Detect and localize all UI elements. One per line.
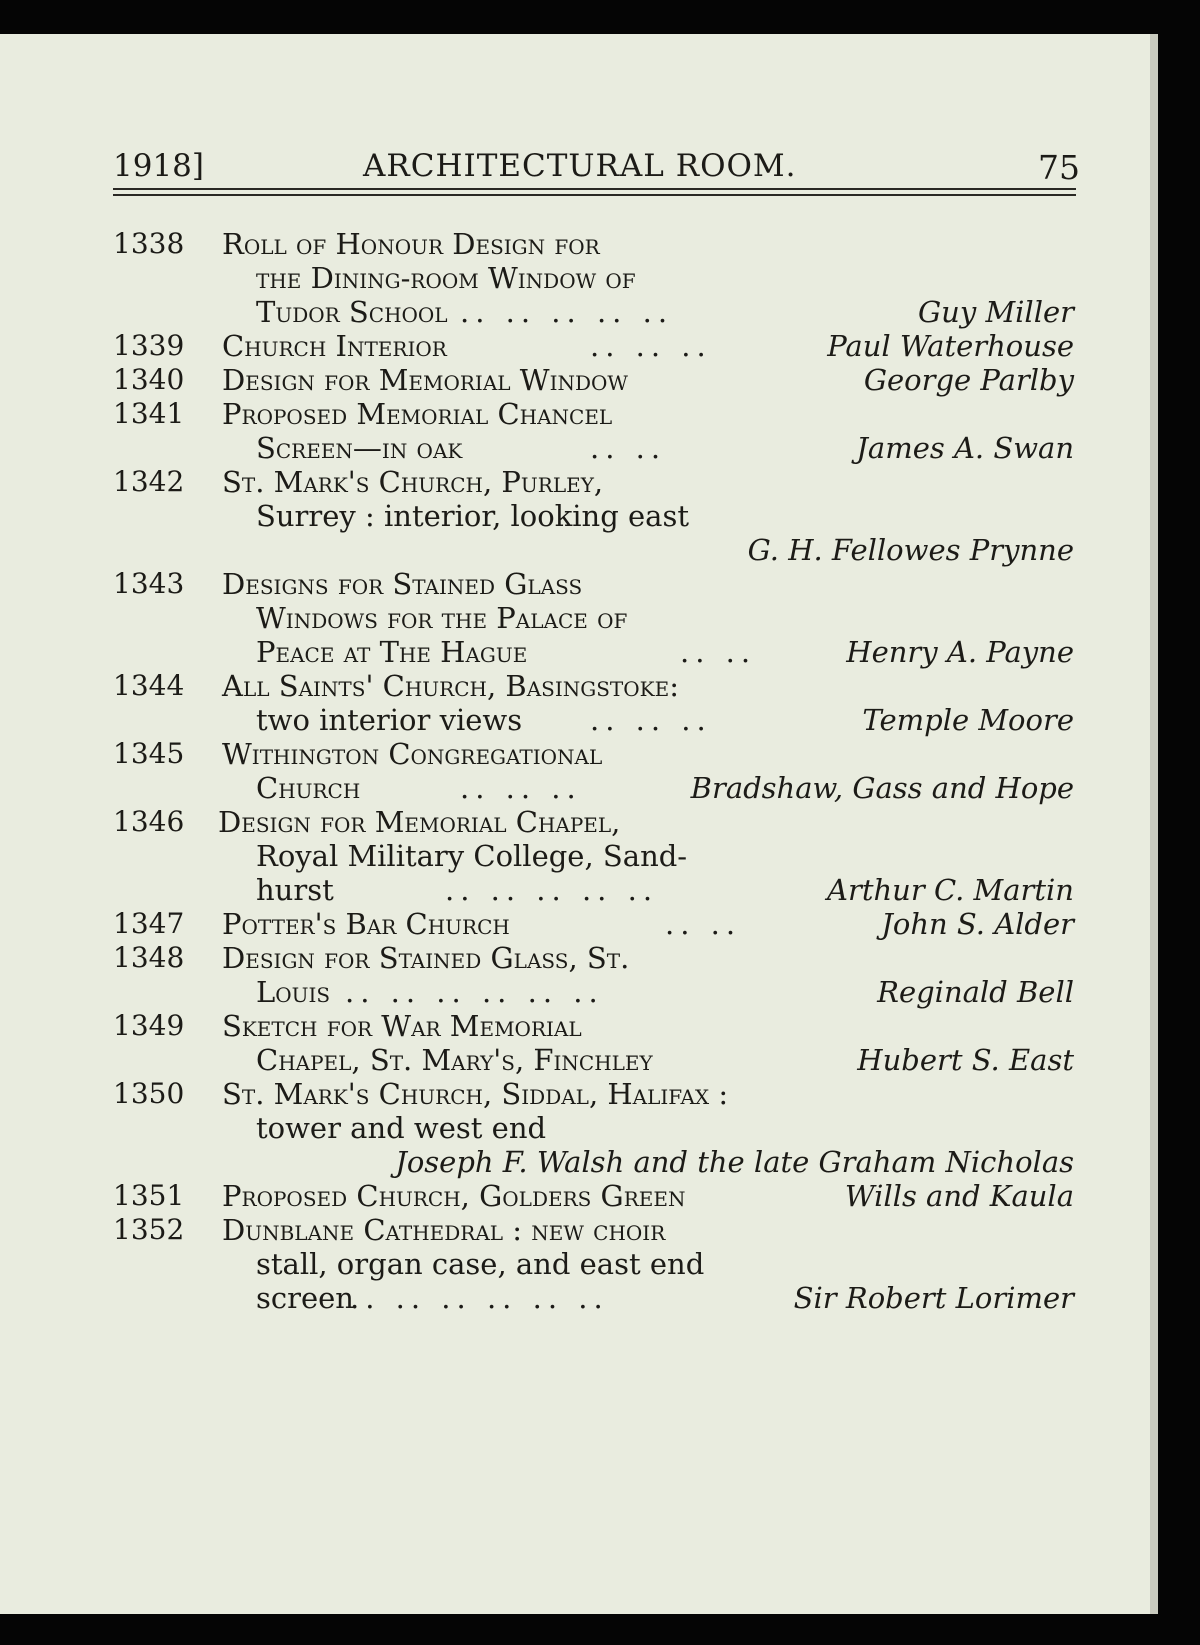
entry-title-line: Proposed Memorial Chancel <box>222 397 613 431</box>
entry-artist: G. H. Fellowes Prynne <box>747 533 1074 567</box>
entry-number: 1352 <box>113 1213 185 1246</box>
entry-artist: James A. Swan <box>856 431 1074 465</box>
catalogue-entry: 1339 Church Interior .. .. .. Paul Waterhouse <box>113 329 1074 363</box>
entry-title-line: Tudor School <box>256 295 448 329</box>
entry-title-line: Chapel, St. Mary's, Finchley <box>256 1043 653 1077</box>
entry-title-line: Dunblane Cathedral : new choir <box>222 1213 666 1247</box>
entry-artist: Paul Waterhouse <box>827 329 1074 363</box>
catalogue-entry: 1347 Potter's Bar Church .. .. John S. Alder <box>113 907 1074 941</box>
page-number: 75 <box>1038 148 1080 187</box>
entry-title-line: Church Interior <box>222 329 447 363</box>
header-rule-bottom <box>113 194 1076 196</box>
entry-title-line: Screen—in oak <box>256 431 463 465</box>
entry-number: 1343 <box>113 567 185 600</box>
entry-title-line: Proposed Church, Golders Green <box>222 1179 686 1213</box>
header-rule-top <box>113 188 1076 190</box>
entry-artist: Guy Miller <box>918 295 1074 329</box>
entry-title-line: hurst <box>256 873 334 907</box>
entry-title-line: Design for Stained Glass, St. <box>222 941 630 975</box>
catalogue-entry: 1338 Roll of Honour Design for the Dining-room Window of Tudor School .. .. .. .. .. Guy Miller <box>113 227 1074 329</box>
catalogue-entry <box>0 1179 1158 1213</box>
entry-number: 1344 <box>113 669 185 702</box>
entry-artist: George Parlby <box>863 363 1074 397</box>
entry-title-line: Louis <box>256 975 331 1009</box>
catalogue-entry <box>0 1009 1158 1077</box>
entry-number: 1338 <box>113 227 185 260</box>
entry-title-line: Designs for Stained Glass <box>222 567 583 601</box>
catalogue-entry: 1343 Designs for Stained Glass Windows for the Palace of Peace at The Hague .. .. Henry A. Payne <box>113 567 1074 669</box>
entry-artist: Hubert S. East <box>857 1043 1074 1077</box>
entry-number: 1341 <box>113 397 185 430</box>
catalogue-page <box>0 34 1158 1614</box>
entry-number: 1350 <box>113 1077 185 1110</box>
entry-artist: Henry A. Payne <box>846 635 1074 669</box>
entry-title-line: St. Mark's Church, Siddal, Halifax : <box>222 1077 729 1111</box>
entry-number: 1348 <box>113 941 185 974</box>
running-head-year: 1918] <box>113 148 204 184</box>
entry-artist: John S. Alder <box>881 907 1074 941</box>
entry-number: 1347 <box>113 907 185 940</box>
entry-artist: Bradshaw, Gass and Hope <box>690 771 1074 805</box>
catalogue-entry <box>0 1077 1158 1179</box>
catalogue-entry: 1346 Design for Memorial Chapel, Royal Military College, Sand- hurst .. .. .. .. .. Arthur C. Martin <box>113 805 1074 907</box>
entry-artist: Temple Moore <box>862 703 1074 737</box>
entry-title-line: screen <box>256 1281 354 1315</box>
catalogue-entry: 1345 Withington Congregational Church .. .. .. Bradshaw, Gass and Hope <box>113 737 1074 805</box>
entry-title-line: stall, organ case, and east end <box>256 1247 705 1281</box>
entry-title-line: tower and west end <box>256 1111 547 1145</box>
running-head-title: ARCHITECTURAL ROOM. <box>363 148 797 184</box>
catalogue-entry: 1341 Proposed Memorial Chancel Screen—in oak .. .. James A. Swan <box>113 397 1074 465</box>
catalogue-entry <box>0 465 1158 567</box>
entry-number: 1342 <box>113 465 185 498</box>
entry-title-line: Design for Memorial Chapel, <box>218 805 621 839</box>
catalogue-entry: 1348 Design for Stained Glass, St. Louis .. .. .. .. .. .. Reginald Bell <box>113 941 1074 1009</box>
entry-title-line: Surrey : interior, looking east <box>256 499 689 533</box>
entry-artist: Sir Robert Lorimer <box>793 1281 1074 1315</box>
entry-title-line: St. Mark's Church, Purley, <box>222 465 604 499</box>
entry-title-line: Windows for the Palace of <box>256 601 628 635</box>
entry-title-line: two interior views <box>256 703 523 737</box>
entry-artist: Joseph F. Walsh and the late Graham Nicholas <box>395 1145 1074 1179</box>
catalogue-entry <box>0 363 1158 397</box>
entry-title-line: Sketch for War Memorial <box>222 1009 582 1043</box>
entry-title-line: Roll of Honour Design for <box>222 227 600 261</box>
entry-artist: Arthur C. Martin <box>827 873 1074 907</box>
catalogue-entry: 1344 All Saints' Church, Basingstoke: two interior views .. .. .. Temple Moore <box>113 669 1074 737</box>
entry-title-line: Withington Congregational <box>222 737 603 771</box>
entry-number: 1351 <box>113 1179 185 1212</box>
entry-number: 1340 <box>113 363 185 396</box>
entry-artist: Reginald Bell <box>877 975 1074 1009</box>
entry-number: 1339 <box>113 329 185 362</box>
entry-title-line: Peace at The Hague <box>256 635 528 669</box>
entry-title-line: Royal Military College, Sand- <box>256 839 688 873</box>
entry-title-line: Design for Memorial Window <box>222 363 628 397</box>
entry-title-line: Church <box>256 771 361 805</box>
entry-number: 1349 <box>113 1009 185 1042</box>
entry-number: 1346 <box>113 805 185 838</box>
catalogue-entry: 1352 Dunblane Cathedral : new choir stall, organ case, and east end screen .. .. .. .. .. .. Sir Robert Lorimer <box>113 1213 1074 1315</box>
entry-title-line: All Saints' Church, Basingstoke: <box>222 669 679 703</box>
entry-artist: Wills and Kaula <box>844 1179 1074 1213</box>
entry-number: 1345 <box>113 737 185 770</box>
entry-title-line: the Dining-room Window of <box>256 261 636 295</box>
entry-title-line: Potter's Bar Church <box>222 907 510 941</box>
entry-list <box>0 227 1158 1315</box>
